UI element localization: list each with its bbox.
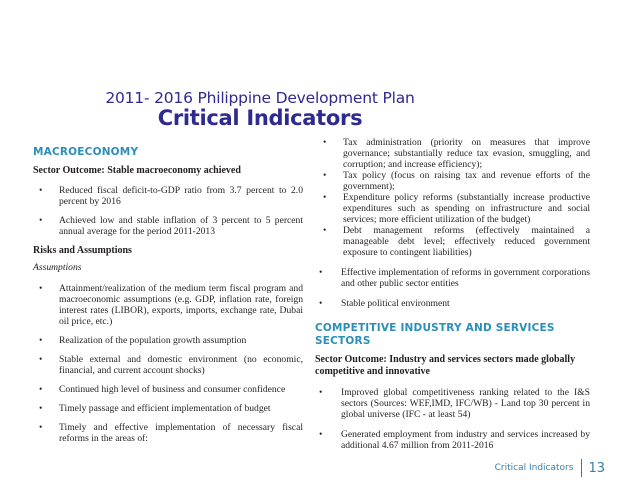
- assumptions-label: Assumptions: [33, 262, 82, 273]
- sector-outcome-industry: Sector Outcome: Industry and services sectors made globally competitive and innovative: [315, 354, 576, 377]
- risks-heading: Risks and Assumptions: [33, 245, 132, 256]
- industry-outcome-list: [315, 387, 590, 451]
- more-assumption-list: [315, 267, 590, 309]
- fiscal-reform-sub-list: [315, 137, 590, 258]
- list-item: • Expenditure policy reforms (substantially increase productive expenditures such as spending on infrastructure and social services; more efficient utilization of the budget): [323, 192, 590, 225]
- footer-label: Critical Indicators: [494, 463, 574, 473]
- section-heading-macroeconomy: MACROECONOMY: [33, 146, 139, 158]
- page-title: Critical Indicators: [157, 106, 363, 130]
- list-item: • Stable external and domestic environment (no economic, financial, and current account shocks): [39, 354, 303, 376]
- bullet-icon: •: [39, 403, 43, 414]
- right-column: [315, 137, 590, 451]
- list-item: • Attainment/realization of the medium term fiscal program and macroeconomic assumptions (e.g. GDP, inflation rate, foreign interest rates (LIBOR), exports, imports, exchange rate, Dubai oil price, etc.): [39, 283, 303, 327]
- list-item: • Continued high level of business and consumer confidence: [39, 384, 286, 395]
- list-item: • Realization of the population growth assumption: [39, 335, 247, 346]
- bullet-icon: •: [39, 422, 43, 433]
- bullet-icon: •: [319, 298, 323, 309]
- bullet-icon: •: [319, 429, 323, 440]
- bullet-icon: •: [39, 335, 43, 346]
- list-item: • Reduced fiscal deficit-to-GDP ratio from 3.7 percent to 2.0 percent by 2016: [39, 185, 303, 207]
- bullet-icon: •: [319, 267, 323, 278]
- bullet-icon: •: [323, 137, 327, 148]
- bullet-icon: •: [39, 185, 43, 196]
- footer-divider: [581, 459, 582, 477]
- bullet-icon: •: [323, 225, 327, 236]
- bullet-icon: •: [323, 192, 327, 203]
- bullet-icon: •: [39, 384, 43, 395]
- title-block: [0, 90, 520, 129]
- bullet-icon: •: [319, 387, 323, 398]
- page-number: 13: [588, 460, 605, 476]
- list-item: • Tax policy (focus on raising tax and revenue efforts of the government);: [323, 170, 590, 192]
- sector-outcome-macro: Sector Outcome: Stable macroeconomy achieved: [33, 165, 241, 176]
- bullet-icon: •: [39, 283, 43, 294]
- list-item: • Debt management reforms (effectively maintained a manageable debt level; effectively reduced government exposure to contingent liabilities): [323, 225, 590, 258]
- outcome-bullet-list: [33, 185, 303, 237]
- list-item: • Timely passage and efficient implementation of budget: [39, 403, 271, 414]
- list-item: • Improved global competitiveness ranking related to the I&S sectors (Sources: WEF,IMD, IFC/WB) - Land top 30 percent in global universe (IFC - at least 54): [319, 387, 590, 420]
- left-column: [33, 146, 303, 452]
- list-item: • Stable political environment: [319, 298, 450, 309]
- bullet-icon: •: [323, 170, 327, 181]
- list-item: • Tax administration (priority on measures that improve governance; substantially reduce tax evasion, smuggling, and corruption; and increase efficiency);: [323, 137, 590, 170]
- list-item: • Achieved low and stable inflation of 3 percent to 5 percent annual average for the period 2011-2013: [39, 215, 303, 237]
- assumption-bullet-list: [33, 283, 303, 444]
- list-item: • Timely and effective implementation of necessary fiscal reforms in the areas of:: [39, 422, 303, 444]
- list-item: • Generated employment from industry and services increased by additional 4.67 million from 2011-2016: [319, 429, 590, 451]
- list-item: • Effective implementation of reforms in government corporations and other public sector entities: [319, 267, 590, 289]
- plan-title: 2011- 2016 Philippine Development Plan: [105, 89, 415, 107]
- page-footer: [495, 459, 605, 477]
- section-heading-industry: COMPETITIVE INDUSTRY AND SERVICES SECTORS: [315, 322, 555, 347]
- bullet-icon: •: [39, 215, 43, 226]
- bullet-icon: •: [39, 354, 43, 365]
